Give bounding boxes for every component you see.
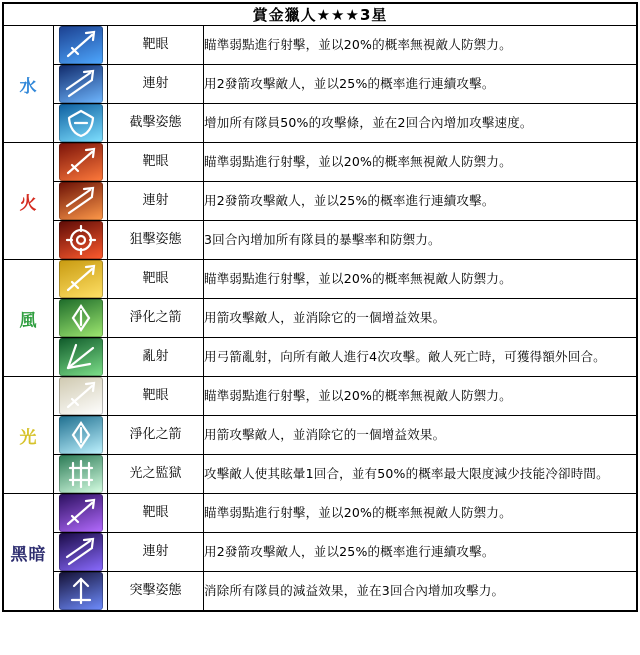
skill-description: 用2發箭攻擊敵人，並以25%的概率進行連續攻擊。 [204,65,637,104]
table-row [4,416,637,455]
skill-name: 靶眼 [108,143,204,182]
charge-stance-icon [59,572,103,610]
skill-name: 光之監獄 [108,455,204,494]
crosshair-arrow-icon-glyph [59,143,103,181]
double-arrow-icon [59,533,103,571]
skill-description: 用箭攻擊敵人，並消除它的一個增益效果。 [204,416,637,455]
skill-description: 增加所有隊員50%的攻擊條，並在2回合內增加攻擊速度。 [204,104,637,143]
skill-name: 連射 [108,182,204,221]
table-row [4,221,637,260]
table-row [4,533,637,572]
double-arrow-icon [59,65,103,103]
stance-shield-icon-glyph [59,104,103,142]
table-row [4,143,637,182]
double-arrow-icon [59,182,103,220]
crosshair-arrow-icon-glyph [59,494,103,532]
scatter-shot-icon [59,338,103,376]
skill-description: 3回合內增加所有隊員的暴擊率和防禦力。 [204,221,637,260]
table-row [4,377,637,416]
skill-icon-cell [54,143,108,182]
skill-icon-cell [54,221,108,260]
purify-arrow-icon-glyph [59,416,103,454]
skill-icon-cell [54,104,108,143]
target-ring-icon [59,221,103,259]
element-label-0: 水 [4,26,54,143]
skill-name: 突擊姿態 [108,572,204,611]
crosshair-arrow-icon [59,377,103,415]
skill-name: 亂射 [108,338,204,377]
double-arrow-icon-glyph [59,533,103,571]
crosshair-arrow-icon [59,26,103,64]
skill-name: 淨化之箭 [108,299,204,338]
skill-icon-cell [54,260,108,299]
prison-cage-icon [59,455,103,493]
skill-description: 攻擊敵人使其眩暈1回合，並有50%的概率最大限度減少技能冷卻時間。 [204,455,637,494]
crosshair-arrow-icon [59,260,103,298]
skill-name: 連射 [108,533,204,572]
skill-name: 靶眼 [108,494,204,533]
skill-description: 瞄準弱點進行射擊，並以20%的概率無視敵人防禦力。 [204,143,637,182]
charge-stance-icon-glyph [59,572,103,610]
skill-description: 用2發箭攻擊敵人，並以25%的概率進行連續攻擊。 [204,533,637,572]
table-row [4,455,637,494]
skill-name: 靶眼 [108,377,204,416]
scatter-shot-icon-glyph [59,338,103,376]
skill-description: 瞄準弱點進行射擊，並以20%的概率無視敵人防禦力。 [204,494,637,533]
prison-cage-icon-glyph [59,455,103,493]
element-label-4: 黑暗 [4,494,54,611]
skill-name: 靶眼 [108,26,204,65]
double-arrow-icon-glyph [59,65,103,103]
double-arrow-icon-glyph [59,182,103,220]
skill-icon-cell [54,455,108,494]
stance-shield-icon [59,104,103,142]
crosshair-arrow-icon [59,494,103,532]
skill-name: 狙擊姿態 [108,221,204,260]
target-ring-icon-glyph [59,221,103,259]
skill-name: 連射 [108,65,204,104]
skill-description: 瞄準弱點進行射擊，並以20%的概率無視敵人防禦力。 [204,260,637,299]
skill-description: 瞄準弱點進行射擊，並以20%的概率無視敵人防禦力。 [204,26,637,65]
skill-description: 用箭攻擊敵人，並消除它的一個增益效果。 [204,299,637,338]
skill-name: 截擊姿態 [108,104,204,143]
table-row [4,104,637,143]
skill-icon-cell [54,494,108,533]
skill-description: 瞄準弱點進行射擊，並以20%的概率無視敵人防禦力。 [204,377,637,416]
table-row [4,299,637,338]
skill-description: 用弓箭亂射，向所有敵人進行4次攻擊。敵人死亡時，可獲得額外回合。 [204,338,637,377]
skill-description: 消除所有隊員的減益效果，並在3回合內增加攻擊力。 [204,572,637,611]
table-row [4,260,637,299]
skill-icon-cell [54,338,108,377]
element-label-2: 風 [4,260,54,377]
table-row [4,26,637,65]
skill-icon-cell [54,572,108,611]
element-label-1: 火 [4,143,54,260]
skill-icon-cell [54,416,108,455]
skill-name: 靶眼 [108,260,204,299]
crosshair-arrow-icon-glyph [59,26,103,64]
skill-sheet [2,2,638,612]
skill-name: 淨化之箭 [108,416,204,455]
table-row [4,65,637,104]
crosshair-arrow-icon-glyph [59,260,103,298]
purify-arrow-icon-glyph [59,299,103,337]
table-row [4,572,637,611]
purify-arrow-icon [59,299,103,337]
table-row [4,494,637,533]
purify-arrow-icon [59,416,103,454]
skill-icon-cell [54,533,108,572]
skill-icon-cell [54,65,108,104]
table-title-row [4,4,637,26]
skill-description: 用2發箭攻擊敵人，並以25%的概率進行連續攻擊。 [204,182,637,221]
table-row [4,182,637,221]
element-label-3: 光 [4,377,54,494]
skill-icon-cell [54,299,108,338]
page-title: 賞金獵人★★★3星 [4,4,637,26]
skill-icon-cell [54,377,108,416]
table-row [4,338,637,377]
skill-table [3,3,637,611]
crosshair-arrow-icon [59,143,103,181]
crosshair-arrow-icon-glyph [59,377,103,415]
skill-icon-cell [54,182,108,221]
skill-icon-cell [54,26,108,65]
